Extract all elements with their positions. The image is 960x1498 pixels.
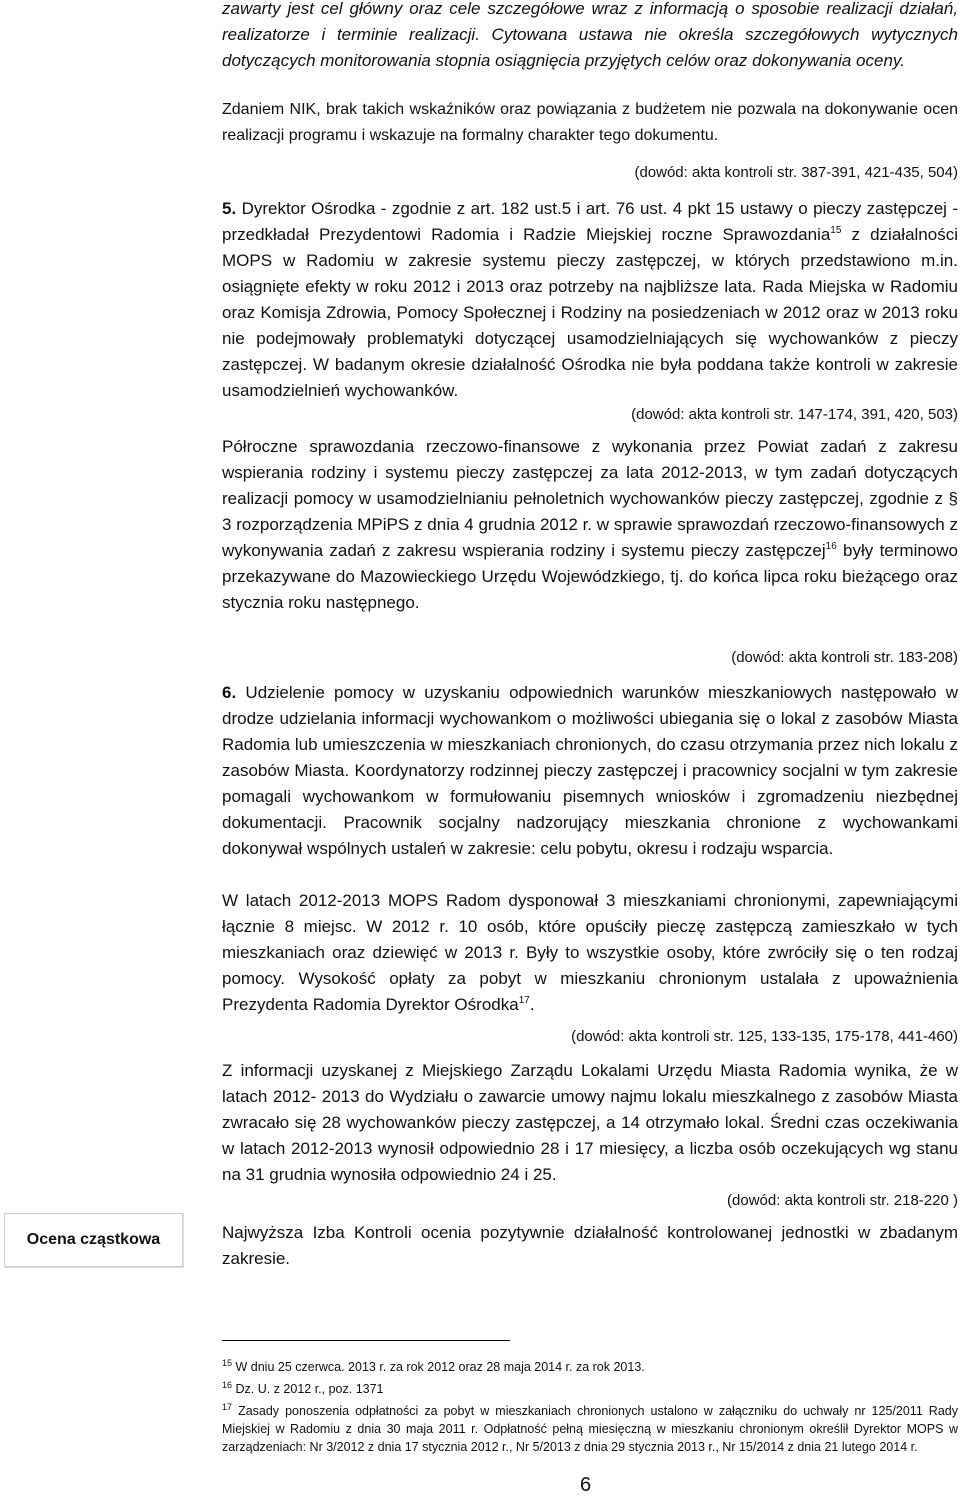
footnote-number: 17 xyxy=(222,1402,233,1412)
page-number: 6 xyxy=(580,1474,592,1496)
footnote-16 xyxy=(222,1380,958,1398)
paragraph-text: W latach 2012-2013 MOPS Radom dysponował 3 mieszkaniami chronionymi, zapewniającymi łącznie 8 miejsc. W 2012 r. 10 osób, które opuściły pieczę zastępczą zamieszkało w tych mieszkaniach oraz dziewięć w 2013 r. Były to wszystkie osoby, które zwróciły się o ten rodzaj pomocy. Wysokość opłaty za pobyt w mieszkaniu chronionym ustalała z upoważnienia Prezydenta Radomia Dyrektor Ośrodka xyxy=(222,891,958,1014)
paragraph-text: z działalności MOPS w Radomiu w zakresie systemu pieczy zastępczej, w których przedstawiono m.in. osiągnięte efekty w roku 2012 i 2013 oraz potrzeby na najbliższe lata. Rada Miejska w Radomiu oraz Komisja Zdrowia, Pomocy Społecznej i Rodziny na posiedzeniach w 2012 oraz w 2013 roku nie podejmowały problematyki dotyczącej usamodzielniających się wychowanków z pieczy zastępczej. W badanym okresie działalność Ośrodka nie była poddana także kontroli w zakresie usamodzielnień wychowanków. xyxy=(222,225,958,400)
paragraph-text: Udzielenie pomocy w uzyskaniu odpowiednich warunków mieszkaniowych następowało w drodze udzielania informacji wychowankom o możliwości ubiegania się o lokal z zasobów Miasta Radomia lub umieszczenia w mieszkaniach chronionych, do czasu otrzymania przez nich lokalu z zasobów Miasta. Koordynatorzy rodzinnej pieczy zastępczej i pracownicy socjalni w tym zakresie pomagali wychowankom w formułowaniu pisemnych wniosków i zgromadzeniu niezbędnej dokumentacji. Pracownik socjalny nadzorujący mieszkania chronione z wychowankami dokonywał wspólnych ustaleń w zakresie: celu pobytu, okresu i rodzaju wsparcia. xyxy=(222,683,958,858)
paragraph-housing-information: Z informacji uzyskanej z Miejskiego Zarządu Lokalami Urzędu Miasta Radomia wynika, że w latach 2012- 2013 do Wydziału o zawarcie umowy najmu lokalu mieszkalnego z zasobów Miasta zwracało się 28 wychowanków pieczy zastępczej, a 14 otrzymało lokal. Średni czas oczekiwania w latach 2012-2013 wynosił odpowiednio 28 i 17 miesięcy, a liczba osób oczekujących wg stanu na 31 grudnia wynosiła odpowiednio 24 i 25. xyxy=(222,1061,958,1184)
paragraph-text: Półroczne sprawozdania rzeczowo-finansowe z wykonania przez Powiat zadań z zakresu wspierania rodziny i systemu pieczy zastępczej za lata 2012-2013, w tym zadań dotyczących realizacji pomocy w usamodzielnianiu pełnoletnich wychowanków pieczy zastępczej, zgodnie z § 3 rozporządzenia MPiPS z dnia 4 grudnia 2012 r. w sprawie sprawozdań rzeczowo-finansowych z wykonywania zadań z zakresu wspierania rodziny i systemu pieczy zastępczej xyxy=(222,437,958,560)
paragraph-point-5 xyxy=(222,196,958,404)
footnote-17 xyxy=(222,1402,958,1456)
evidence-reference: (dowód: akta kontroli str. 125, 133-135, 175-178, 441-460) xyxy=(571,1028,958,1045)
paragraph-text: były terminowo przekazywane do Mazowieckiego Urzędu Wojewódzkiego, tj. do końca lipca roku bieżącego oraz stycznia roku następnego. xyxy=(222,541,958,612)
footnote-text: Dz. U. z 2012 r., poz. 1371 xyxy=(235,1382,384,1396)
footnote-ref: 16 xyxy=(825,541,837,552)
point-number: 6. xyxy=(222,683,237,702)
point-number: 5. xyxy=(222,199,237,218)
paragraph-semiannual-reports xyxy=(222,434,958,616)
paragraph-assessment: Najwyższa Izba Kontroli ocenia pozytywnie działalność kontrolowanej jednostki w zbadanym zakresie. xyxy=(222,1223,958,1268)
paragraph-program-goals: zawarty jest cel główny oraz cele szczegółowe wraz z informacją o sposobie realizacji działań, realizatorze i terminie realizacji. Cytowana ustawa nie określa szczegółowych wytycznych dotyczących monitorowania stopnia osiągnięcia przyjętych celów oraz dokonywania oceny. xyxy=(222,0,958,70)
paragraph-point-6 xyxy=(222,680,958,862)
evidence-reference: (dowód: akta kontroli str. 183-208) xyxy=(731,649,958,666)
footnote-separator xyxy=(222,1340,510,1341)
evidence-reference: (dowód: akta kontroli str. 147-174, 391, 420, 503) xyxy=(631,406,958,423)
evidence-reference: (dowód: akta kontroli str. 218-220 ) xyxy=(727,1192,958,1209)
footnote-number: 16 xyxy=(222,1380,233,1390)
footnote-ref: 15 xyxy=(830,225,842,236)
footnote-number: 15 xyxy=(222,1358,233,1368)
footnote-ref: 17 xyxy=(518,995,530,1006)
footnote-text: W dniu 25 czerwca. 2013 r. za rok 2012 oraz 28 maja 2014 r. za rok 2013. xyxy=(235,1360,645,1374)
footnote-15 xyxy=(222,1358,958,1376)
partial-assessment-label: Ocena cząstkowa xyxy=(4,1213,183,1267)
paragraph-protected-housing xyxy=(222,888,958,1018)
paragraph-nik-opinion: Zdaniem NIK, brak takich wskaźników oraz powiązania z budżetem nie pozwala na dokonywanie ocen realizacji programu i wskazuje na formalny charakter tego dokumentu. xyxy=(222,101,958,144)
paragraph-text: . xyxy=(529,995,535,1014)
paragraph-text: Dyrektor Ośrodka - zgodnie z art. 182 ust.5 i art. 76 ust. 4 pkt 15 ustawy o pieczy zastępczej - przedkładał Prezydentowi Radomia i Radzie Miejskiej roczne Sprawozdania xyxy=(222,199,958,244)
evidence-reference: (dowód: akta kontroli str. 387-391, 421-435, 504) xyxy=(634,164,958,181)
footnote-text: Zasady ponoszenia odpłatności za pobyt w mieszkaniach chronionych ustalono w załączniku do uchwały nr 125/2011 Rady Miejskiej w Radomiu z dnia 30 maja 2011 r. Odpłatność pełną miesięczną w mieszkaniu chronionym określił Dyrektor MOPS w zarządzeniach: Nr 3/2012 z dnia 17 stycznia 2012 r., Nr 5/2013 z dnia 29 stycznia 2013 r., Nr 15/2014 z dnia 21 lutego 2014 r. xyxy=(222,1404,958,1454)
